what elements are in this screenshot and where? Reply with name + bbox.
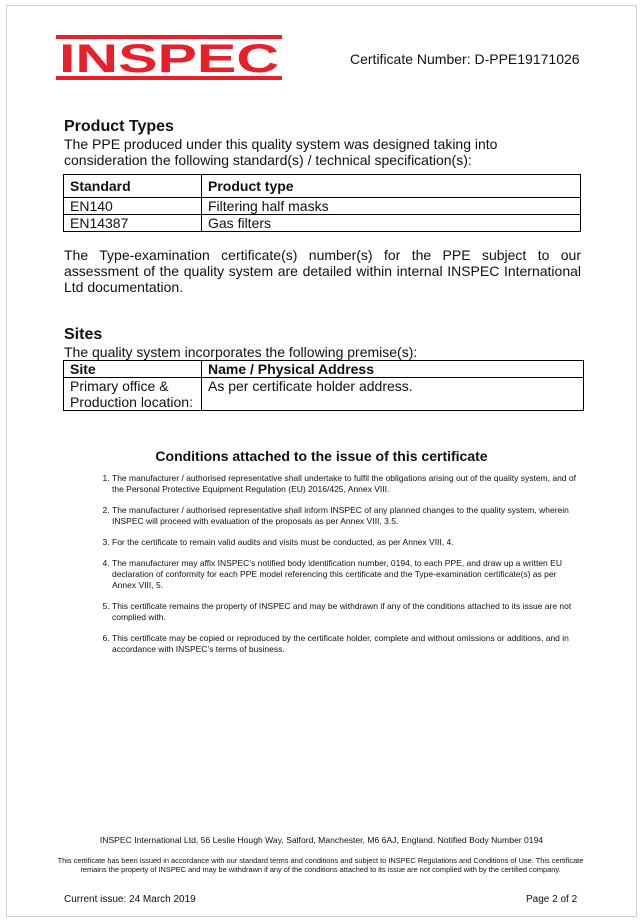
condition-item: 2. The manufacturer / authorised representative shall inform INSPEC of any planned changes to the quality system, wherein INSPEC will proceed with evaluation of the proposals as per Annex VIII, 3.5. bbox=[112, 505, 578, 527]
condition-item: 4. The manufacturer may affix INSPEC’s notified body identification number, 0194, to each PPE, and draw up a written EU declaration of conformity for each PPE model referencing this certificate and the Type-examination certificate(s) as per Annex VIII, 5. bbox=[112, 558, 578, 591]
footer-address: INSPEC International Ltd, 56 Leslie Hough Way, Salford, Manchester, M6 6AJ, England. Notified Body Number 0194 bbox=[99, 835, 544, 845]
cell-product-type: Gas filters bbox=[202, 215, 581, 232]
table-row bbox=[64, 215, 581, 232]
condition-item: 5. This certificate remains the property of INSPEC and may be withdrawn if any of the conditions attached to its issue are not complied with. bbox=[112, 601, 578, 623]
inspec-logo bbox=[56, 35, 282, 80]
sites-intro: The quality system incorporates the following premise(s): bbox=[64, 344, 418, 360]
column-header-address: Name / Physical Address bbox=[202, 361, 584, 378]
table-header-row bbox=[64, 175, 581, 198]
table-header-row bbox=[64, 361, 584, 378]
conditions-list bbox=[72, 473, 578, 665]
product-types-table bbox=[63, 174, 581, 232]
type-examination-note: The Type-examination certificate(s) number(s) for the PPE subject to our assessment of the quality system are detailed within internal INSPEC International Ltd documentation. bbox=[64, 247, 581, 295]
certificate-number: Certificate Number: D-PPE19171026 bbox=[350, 51, 580, 67]
footer-legal-text: This certificate has been issued in accordance with our standard terms and conditions and subject to INSPEC Regulations and Conditions of Use. This certificate remains the property of INSPEC and may be withdrawn if any of the conditions attached to its issue are not complied with by the certified company. bbox=[57, 856, 584, 874]
cell-standard: EN140 bbox=[64, 198, 202, 215]
cell-site: Primary office & Production location: bbox=[64, 378, 202, 411]
current-issue-date: Current issue: 24 March 2019 bbox=[64, 894, 196, 905]
page-number: Page 2 of 2 bbox=[526, 894, 578, 905]
table-row bbox=[64, 198, 581, 215]
conditions-title: Conditions attached to the issue of this certificate bbox=[155, 448, 488, 464]
column-header-standard: Standard bbox=[64, 175, 202, 198]
sites-table bbox=[63, 360, 584, 411]
cell-product-type: Filtering half masks bbox=[202, 198, 581, 215]
cell-address: As per certificate holder address. bbox=[202, 378, 584, 411]
condition-item: 6. This certificate may be copied or reproduced by the certificate holder, complete and without omissions or additions, and in accordance with INSPEC’s terms of business. bbox=[112, 633, 578, 655]
condition-item: 1. The manufacturer / authorised representative shall undertake to fulfil the obligations arising out of the quality system, and of the Personal Protective Equipment Regulation (EU) 2016/425, Annex VIII. bbox=[112, 473, 578, 495]
cell-standard: EN14387 bbox=[64, 215, 202, 232]
logo-text: INSPEC bbox=[59, 37, 279, 80]
table-row bbox=[64, 378, 584, 411]
product-types-heading: Product Types bbox=[64, 118, 174, 135]
product-types-intro: The PPE produced under this quality system was designed taking into consideration the following standard(s) / technical specification(s): bbox=[64, 136, 498, 168]
condition-item: 3. For the certificate to remain valid audits and visits must be conducted, as per Annex VIII, 4. bbox=[112, 537, 578, 548]
column-header-site: Site bbox=[64, 361, 202, 378]
column-header-product-type: Product type bbox=[202, 175, 581, 198]
sites-heading: Sites bbox=[64, 326, 103, 343]
